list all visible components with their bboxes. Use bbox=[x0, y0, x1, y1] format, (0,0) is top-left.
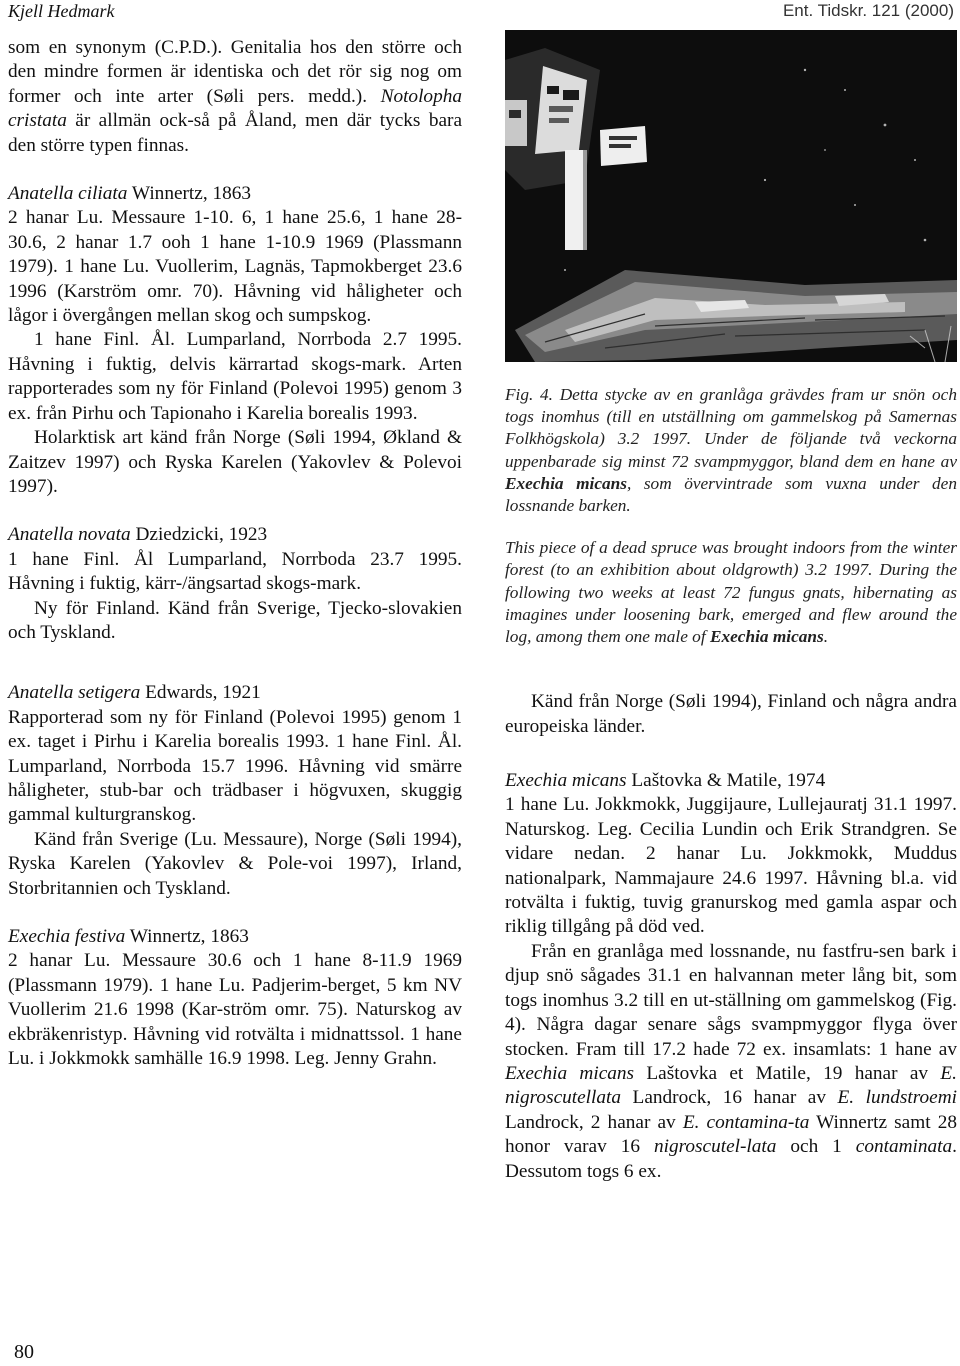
distribution-paragraph: Känd från Norge (Søli 1994), Finland och några andra europeiska länder. bbox=[505, 691, 957, 737]
distribution-paragraph: Känd från Sverige (Lu. Messaure), Norge (Søli 1994), Ryska Karelen (Yakovlev & Pole-voi 1997), Irland, Storbritannien och Tyskland. bbox=[8, 828, 462, 899]
running-head-author: Kjell Hedmark bbox=[8, 1, 115, 21]
species-heading-anatella-setigera: Anatella setigera Edwards, 1921 bbox=[8, 682, 261, 704]
spruce-log-photo-drawing bbox=[505, 30, 957, 362]
figure-caption-english: This piece of a dead spruce was brought indoors from the winter forest (to an exhibition about oldgrowth) 3.2 1997. During the following two weeks at least 72 fungus gnats, hibernating as imagines under loosening bark, emerged and flew around the log, among them one male of Exechia micans. bbox=[505, 538, 957, 647]
species-heading-anatella-novata: Anatella novata Dziedzicki, 1923 bbox=[8, 524, 268, 546]
figure-photo-spruce-log bbox=[505, 30, 957, 362]
running-head-journal: Ent. Tidskr. 121 (2000) bbox=[782, 1, 954, 20]
record-paragraph: 2 hanar Lu. Messaure 30.6 och 1 hane 8-11.9 1969 (Plassmann 1979). 1 hane Lu. Padjerim-berget, 5 km NV Vuollerim 21.6 1998 (Kar-ström omr. 75). Naturskog av ekbräkenristyp. Håvning vid rotvälta i midnattssol. 1 hane Lu. i Jokkmokk samhälle 16.9 1998. Leg. Jenny Grahn. bbox=[8, 950, 462, 1070]
record-paragraph: Rapporterad som ny för Finland (Polevoi 1995) genom 1 ex. taget i Pirhu i Karelia borealis 1993. 1 hane Finl. Ål. Lumparland, Norrboda 15.7 1996. Håvning vid smärre håligheter, stub-bar och trädbaser i högvuxen, skuggig gammal kulturgranskog. bbox=[8, 706, 462, 826]
distribution-paragraph: Ny för Finland. Känd från Sverige, Tjecko-slovakien och Tyskland. bbox=[8, 597, 462, 643]
record-paragraph: 1 hane Lu. Jokkmokk, Juggijaure, Lullejauratj 31.1 1997. Naturskog. Leg. Cecilia Lundin och Erik Strandgren. Se vidare nedan. 2 hanar Lu. Jokkmokk, Muddus nationalpark, Nammajaure 24.6 1997. Håvning bl.a. vid rotvälta i fuktig, tuvig granurskog med gamla aspar och riklig tillgång på död ved. bbox=[505, 794, 957, 938]
species-name: Notolopha cristata bbox=[8, 85, 462, 132]
observation-paragraph: Från en granlåga med lossnande, nu fastfru-sen bark i djup snö sågades 31.1 en halvannan meter lång bit, som togs inomhus 3.2 till en ut-ställning om gammelskog (Fig. 4). Några dagar senare sågs svampmyggor flyga över stocken. Fram till 17.2 hade 72 ex. insamlats: 1 hane av Exechia micans Laštovka et Matile, 19 hanar av E. nigroscutellata Landrock, 16 hanar av E. lundstroemi Landrock, 2 hanar av E. contamina-ta Winnertz samt 28 honor varav 16 nigroscutel-lata och 1 contaminata. Dessutom togs 6 ex. bbox=[505, 940, 957, 1182]
distribution-paragraph: Holarktisk art känd från Norge (Søli 1994, Økland & Zaitzev 1997) och Ryska Karelen (Yakovlev & Polevoi 1997). bbox=[8, 427, 462, 497]
record-paragraph: 2 hanar Lu. Messaure 1-10. 6, 1 hane 25.6, 1 hane 28-30.6, 2 hanar 1.7 ooh 1 hane 1-10.9 1969 (Plassmann 1979). 1 hane Lu. Vuollerim, Lagnäs, Tapmokberget 23.6 1996 (Karström omr. 70). Håvning vid håligheter och lågor i övergången mellan skog och sumpskog. bbox=[8, 207, 462, 327]
right-column bbox=[505, 30, 957, 1184]
page-number: 80 bbox=[14, 1341, 34, 1363]
species-heading-exechia-micans: Exechia micans Laštovka & Matile, 1974 bbox=[505, 770, 826, 792]
record-paragraph: 1 hane Finl. Ål Lumparland, Norrboda 23.7 1995. Håvning i fuktig, kärr-/ängsartad skogs-mark. bbox=[8, 548, 462, 595]
species-heading-anatella-ciliata: Anatella ciliata Winnertz, 1863 bbox=[8, 183, 252, 205]
left-column bbox=[8, 36, 462, 1071]
intro-paragraph: som en synonym (C.P.D.). Genitalia hos den större och den mindre formen är identiska och det rör sig nog om former och inte arter (Søli pers. medd.). Notolopha cristata är allmän ock-så på Åland, men där tycks bara den större typen finnas. bbox=[8, 37, 462, 156]
species-heading-exechia-festiva: Exechia festiva Winnertz, 1863 bbox=[8, 926, 249, 947]
figure-caption-swedish: Fig. 4. Detta stycke av en granlåga grävdes fram ur snön och togs inomhus (till en utställning om gammelskog på Samernas Folkhögskola) 3.2 1997. Under de följande två veckorna uppenbarade sig minst 72 svampmyggor, bland dem en hane av Exechia micans, som övervintrade som vuxna under den lossnande barken. bbox=[505, 385, 957, 516]
record-paragraph: 1 hane Finl. Ål. Lumparland, Norrboda 2.7 1995. Håvning i fuktig, delvis kärrartad skogs-mark. Arten rapporterades som ny för Finland (Polevoi 1995) genom 3 ex. från Pirhu och Tapionaho i Karelia borealis 1993. bbox=[8, 329, 462, 424]
